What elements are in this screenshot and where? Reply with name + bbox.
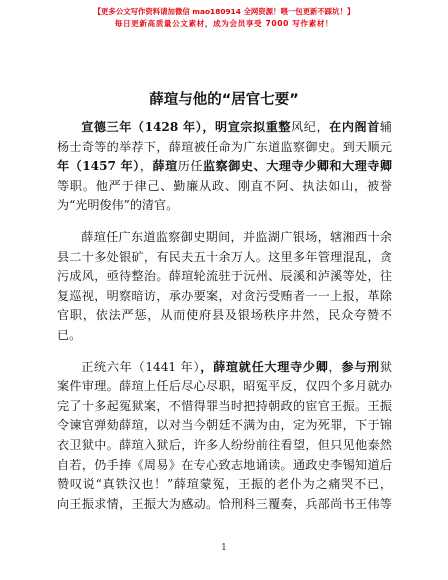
page-title: 薛瑄与他的“居官七要” (149, 92, 299, 108)
header-promo: 每日更新高质量公文素材，成为会员享受 7000 写作素材！ (114, 19, 334, 28)
text-line (57, 287, 392, 307)
page-number: 1 (221, 543, 227, 553)
text-segment: 污成风，亟待整治。薛瑄轮流驻于沅州、辰溪和泸溪等处，往 (57, 269, 392, 284)
text-segment: 县二十多处银矿，有民夫五十余万人。这里多年管理混乱，贪 (57, 249, 392, 264)
text-line (57, 456, 392, 476)
text-line (57, 358, 392, 378)
text-line (57, 196, 392, 216)
header-notice: 【更多公文写作资料请加微信 mao180914 全网资源！喂一包更新不踩坑！】 (93, 7, 355, 16)
text-line (57, 377, 392, 397)
text-line (57, 495, 392, 515)
emphasized-text: 参与刑 (341, 359, 380, 374)
text-segment: ， (328, 359, 342, 374)
paragraph (57, 228, 392, 346)
text-line (57, 138, 392, 158)
text-line (57, 397, 392, 417)
text-line (57, 228, 392, 248)
emphasized-text: 薛瑄 (152, 159, 178, 174)
text-segment: 自若，仍手捧《周易》在专心致志地诵读。通政史李锡知道后 (57, 457, 392, 472)
paragraph (57, 358, 392, 515)
text-segment: 官职，依法严惩，从而使府县及银场秩序井然，民众夸赞不 (57, 308, 392, 323)
text-segment: 向王振求情，王振大为感动。恰刑科三覆奏，兵部尚书王伟等 (57, 496, 392, 511)
text-line (57, 475, 392, 495)
text-segment: 衣卫狱中。薛瑄入狱后，许多人纷纷前往看望，但只见他泰然 (57, 437, 392, 452)
text-line (57, 177, 392, 197)
emphasized-text: 年（1457 年） (57, 159, 140, 174)
text-segment: 等职。他严于律己、勤廉从政、刚直不阿、执法如山，被誉 (57, 178, 392, 193)
text-segment: 完了十多起冤狱案，不惜得罪当时把持朝政的宦官王振。王振 (57, 398, 392, 413)
text-segment: 辅 (379, 120, 392, 134)
text-segment: 复巡视，明察暗访，承办要案，对贪污受贿者一一上报，革除 (57, 288, 392, 303)
text-segment: 杨士奇等的举荐下，薛瑄被任命为广东道监察御史。到天顺元 (57, 139, 392, 154)
emphasized-text: ，薛瑄就任大理寺少卿 (200, 359, 329, 374)
text-segment: 已。 (57, 327, 82, 342)
emphasized-text: 宣德三年（1428 年），明宣宗拟重整 (81, 120, 292, 134)
emphasized-text: 监察御史、大理寺少卿和大理寺卿 (203, 159, 392, 174)
text-segment: 风纪， (291, 120, 330, 134)
text-segment: 令谏官弹劾薛瑄，以对当今朝廷不满为由，定为死罪，下于锦 (57, 418, 392, 433)
text-line (57, 416, 392, 436)
text-line (57, 248, 392, 268)
text-line (57, 326, 392, 346)
text-segment: 案件审理。薛瑄上任后尽心尽职，昭冤平反，仅四个多月就办 (57, 379, 392, 394)
text-line (57, 157, 392, 177)
paragraph (57, 118, 392, 216)
text-line (57, 118, 392, 138)
text-segment: 薛瑄任广东道监察御史期间，并监湖广银场，辖湘西十余 (81, 229, 392, 244)
emphasized-text: 在内阁首 (329, 120, 380, 134)
article-body (57, 118, 392, 526)
text-segment: 为“光明俊伟”的清官。 (57, 198, 179, 213)
text-line (57, 306, 392, 326)
text-segment: 狱 (379, 359, 392, 374)
text-segment: ， (139, 159, 153, 174)
text-segment: 赞叹说“真铁汉也！”薛瑄蒙冤，王振的老仆为之痛哭不已， (57, 477, 392, 492)
text-segment: 正统六年（1441 年） (81, 359, 201, 374)
text-line (57, 267, 392, 287)
text-line (57, 436, 392, 456)
text-segment: 历任 (177, 159, 204, 174)
